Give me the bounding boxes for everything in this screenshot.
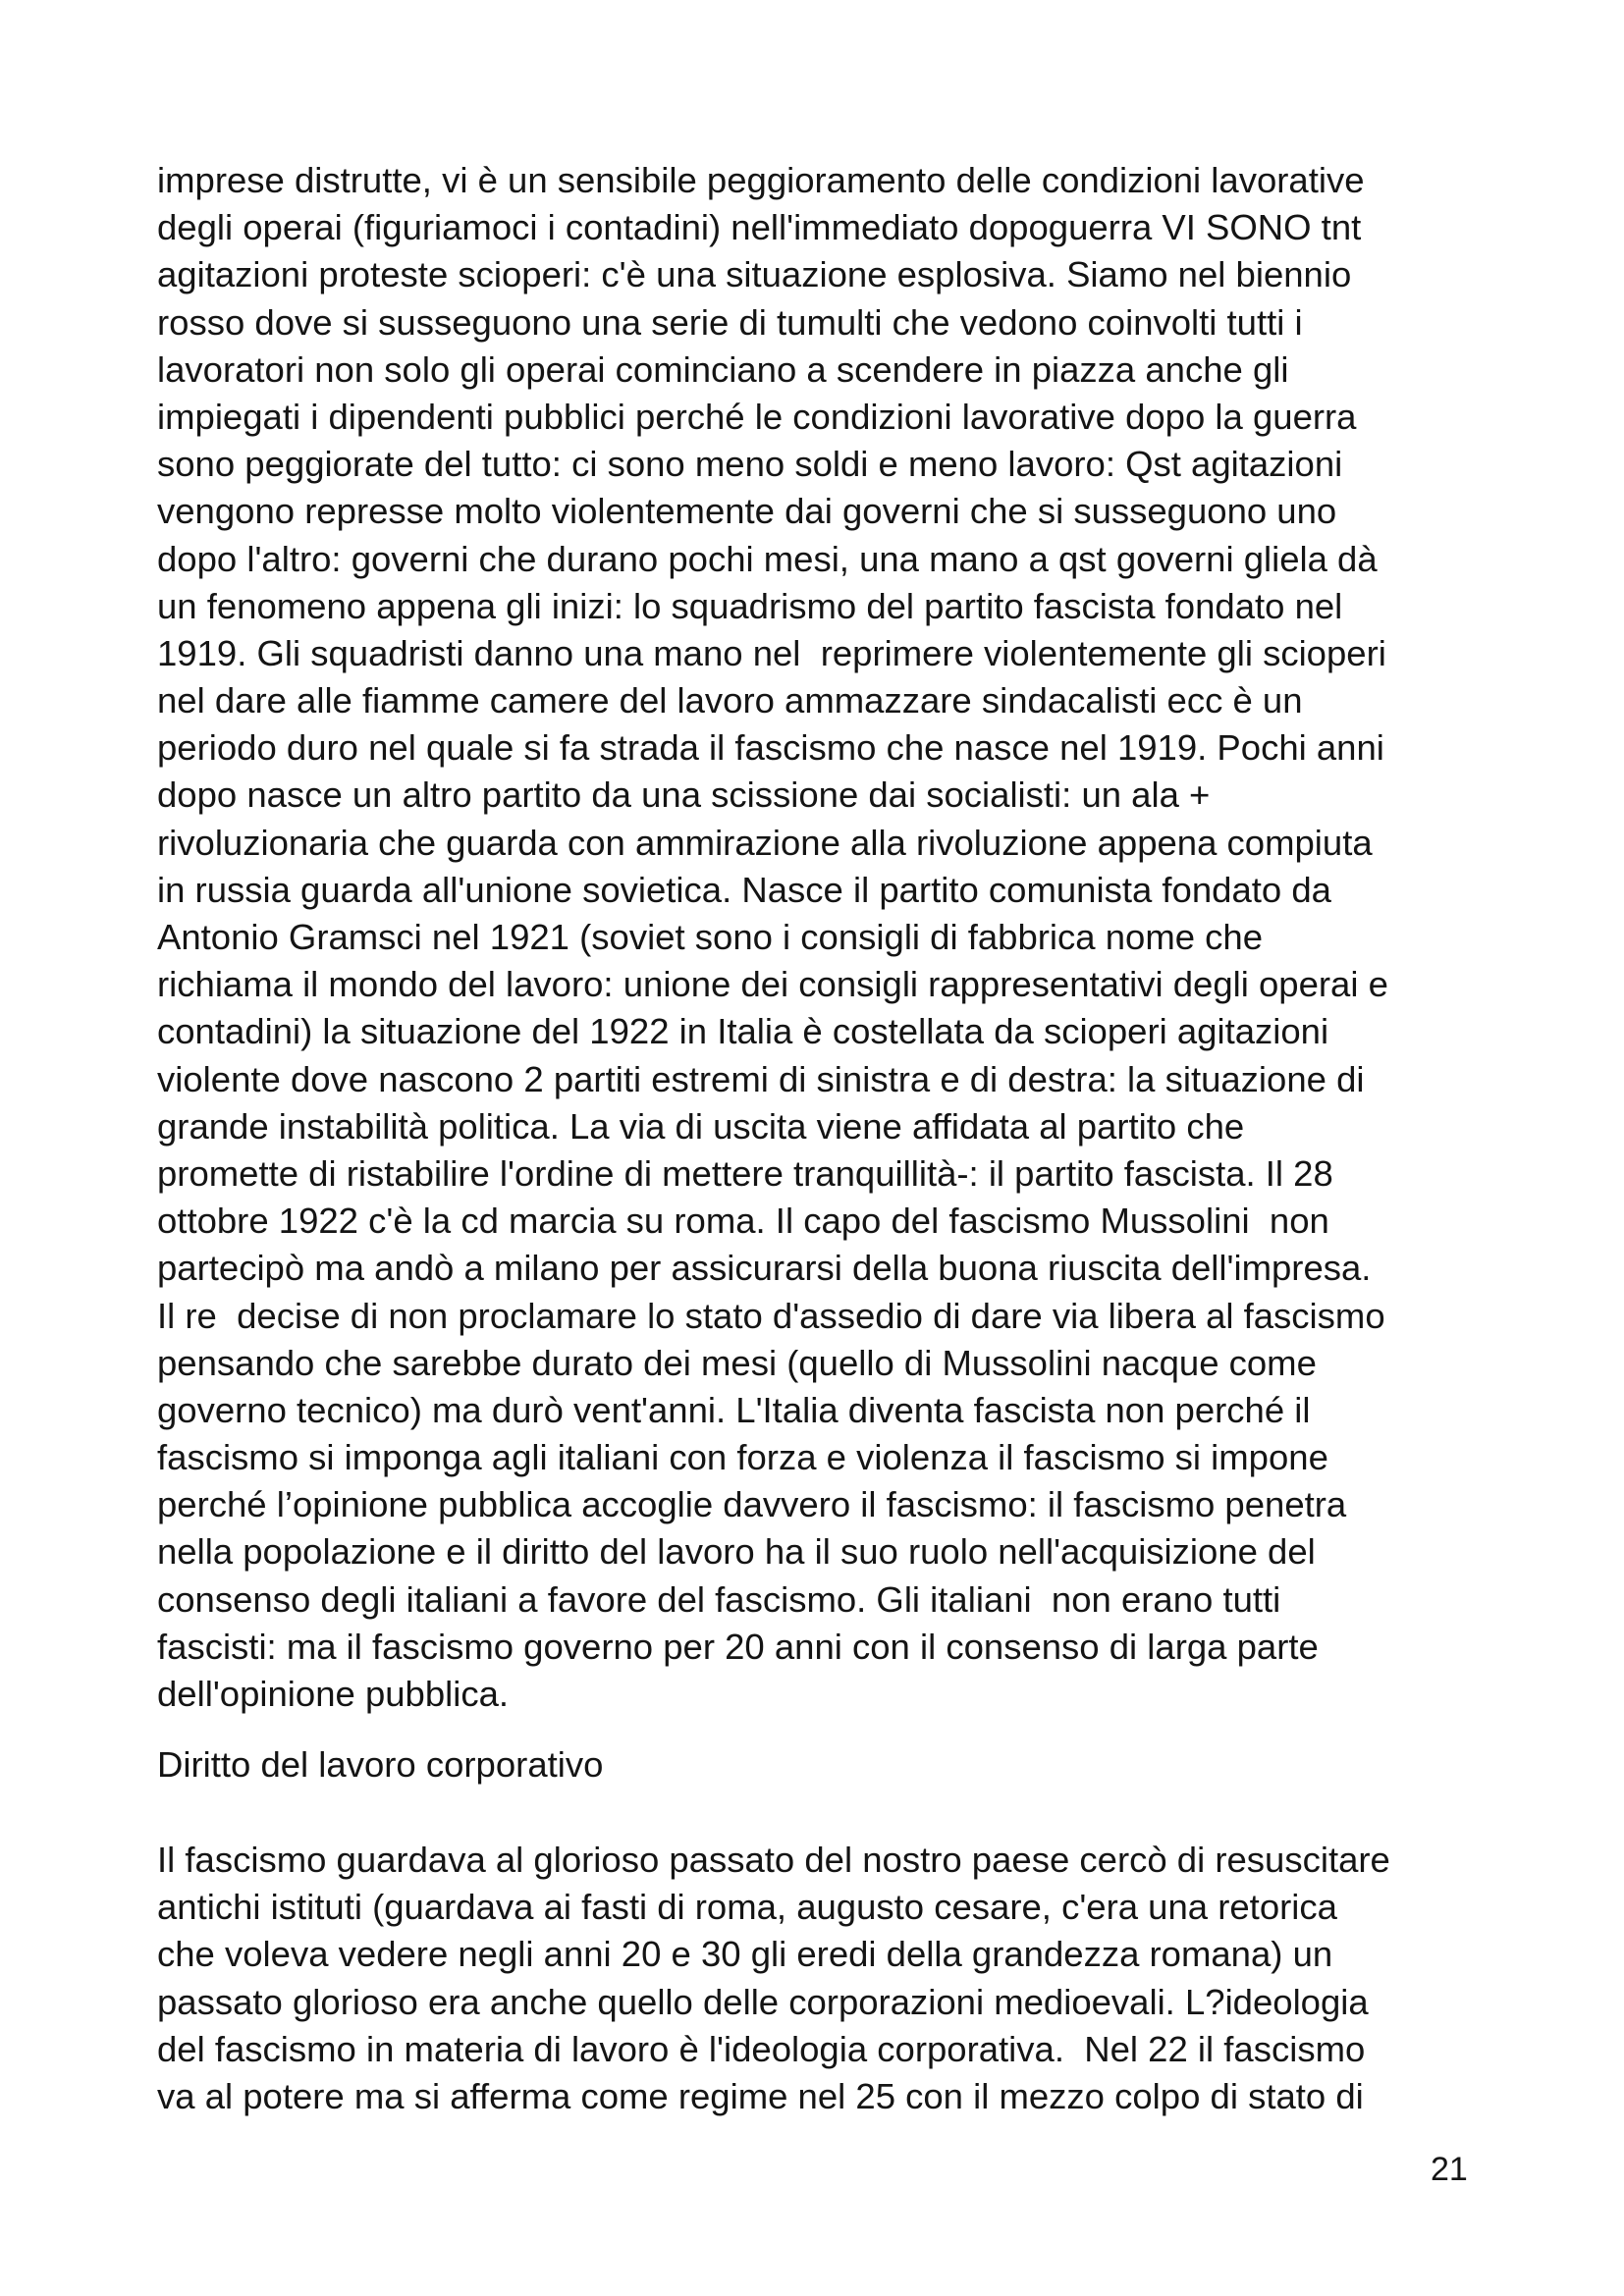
text-line: agitazioni proteste scioperi: c'è una situazione esplosiva. Siamo nel biennio [157, 254, 1352, 295]
text-line: governo tecnico) ma durò vent'anni. L'Italia diventa fascista non perché il [157, 1389, 1311, 1430]
text-line: va al potere ma si afferma come regime nel 25 con il mezzo colpo di stato di [157, 2075, 1364, 2116]
section-heading: Diritto del lavoro corporativo [157, 1744, 604, 1785]
text-line: ottobre 1922 c'è la cd marcia su roma. Il capo del fascismo Mussolini non [157, 1201, 1329, 1242]
text-line: nella popolazione e il diritto del lavoro ha il suo ruolo nell'acquisizione del [157, 1531, 1316, 1573]
text-line: in russia guarda all'unione sovietica. Nasce il partito comunista fondato da [157, 869, 1331, 910]
text-line: impiegati i dipendenti pubblici perché le condizioni lavorative dopo la guerra [157, 396, 1357, 437]
text-line: Antonio Gramsci nel 1921 (soviet sono i consigli di fabbrica nome che [157, 917, 1264, 957]
text-line: nel dare alle fiamme camere del lavoro ammazzare sindacalisti ecc è un [157, 680, 1303, 721]
text-line: dell'opinione pubblica. [157, 1674, 510, 1714]
text-line: che voleva vedere negli anni 20 e 30 gli eredi della grandezza romana) un [157, 1934, 1333, 1975]
text-line: dopo l'altro: governi che durano pochi mesi, una mano a qst governi gliela dà [157, 538, 1378, 579]
text-line: del fascismo in materia di lavoro è l'ideologia corporativa. Nel 22 il fascismo [157, 2028, 1366, 2069]
text-line: Il fascismo guardava al glorioso passato del nostro paese cercò di resuscitare [157, 1840, 1390, 1880]
text-line: 1919. Gli squadristi danno una mano nel reprimere violentemente gli scioperi [157, 632, 1386, 673]
text-line: partecipò ma andò a milano per assicurarsi della buona riuscita dell'impresa. [157, 1248, 1372, 1289]
text-line: vengono represse molto violentemente dai governi che si susseguono uno [157, 491, 1337, 532]
text-line: consenso degli italiani a favore del fascismo. Gli italiani non erano tutti [157, 1578, 1281, 1620]
page-number: 21 [1431, 2151, 1468, 2188]
text-line: rivoluzionaria che guarda con ammirazione alla rivoluzione appena compiuta [157, 822, 1373, 863]
text-line: fascismo si imponga agli italiani con forza e violenza il fascismo si impone [157, 1437, 1328, 1478]
text-line: richiama il mondo del lavoro: unione dei consigli rappresentativi degli operai e [157, 964, 1388, 1005]
paragraph-body-1 [157, 157, 1473, 1718]
text-line: dopo nasce un altro partito da una scissione dai socialisti: un ala + [157, 774, 1211, 816]
text-line: contadini) la situazione del 1922 in Italia è costellata da scioperi agitazioni [157, 1011, 1329, 1052]
text-line: sono peggiorate del tutto: ci sono meno soldi e meno lavoro: Qst agitazioni [157, 444, 1343, 485]
text-line: rosso dove si susseguono una serie di tumulti che vedono coinvolti tutti i [157, 301, 1303, 343]
text-line: imprese distrutte, vi è un sensibile peggioramento delle condizioni lavorative [157, 160, 1365, 200]
text-line: promette di ristabilire l'ordine di mettere tranquillità-: il partito fascista. Il 28 [157, 1152, 1333, 1194]
text-line: grande instabilità politica. La via di uscita viene affidata al partito che [157, 1105, 1245, 1147]
text-line: perché l’opinione pubblica accoglie davvero il fascismo: il fascismo penetra [157, 1484, 1347, 1525]
text-line: violente dove nascono 2 partiti estremi di sinistra e di destra: la situazione di [157, 1058, 1365, 1099]
text-line: fascisti: ma il fascismo governo per 20 anni con il consenso di larga parte [157, 1626, 1319, 1667]
text-line: periodo duro nel quale si fa strada il fascismo che nasce nel 1919. Pochi anni [157, 727, 1384, 769]
text-line: degli operai (figuriamoci i contadini) nell'immediato dopoguerra VI SONO tnt [157, 207, 1362, 248]
text-line: passato glorioso era anche quello delle corporazioni medioevali. L?ideologia [157, 1981, 1369, 2022]
text-line: pensando che sarebbe durato dei mesi (quello di Mussolini nacque come [157, 1342, 1317, 1383]
paragraph-body-2 [157, 1837, 1473, 2120]
text-line: un fenomeno appena gli inizi: lo squadrismo del partito fascista fondato nel [157, 585, 1343, 626]
text-line: antichi istituti (guardava ai fasti di roma, augusto cesare, c'era una retorica [157, 1887, 1337, 1928]
text-line: lavoratori non solo gli operai cominciano a scendere in piazza anche gli [157, 348, 1289, 390]
text-line: Il re decise di non proclamare lo stato d'assedio di dare via libera al fascismo [157, 1295, 1385, 1336]
